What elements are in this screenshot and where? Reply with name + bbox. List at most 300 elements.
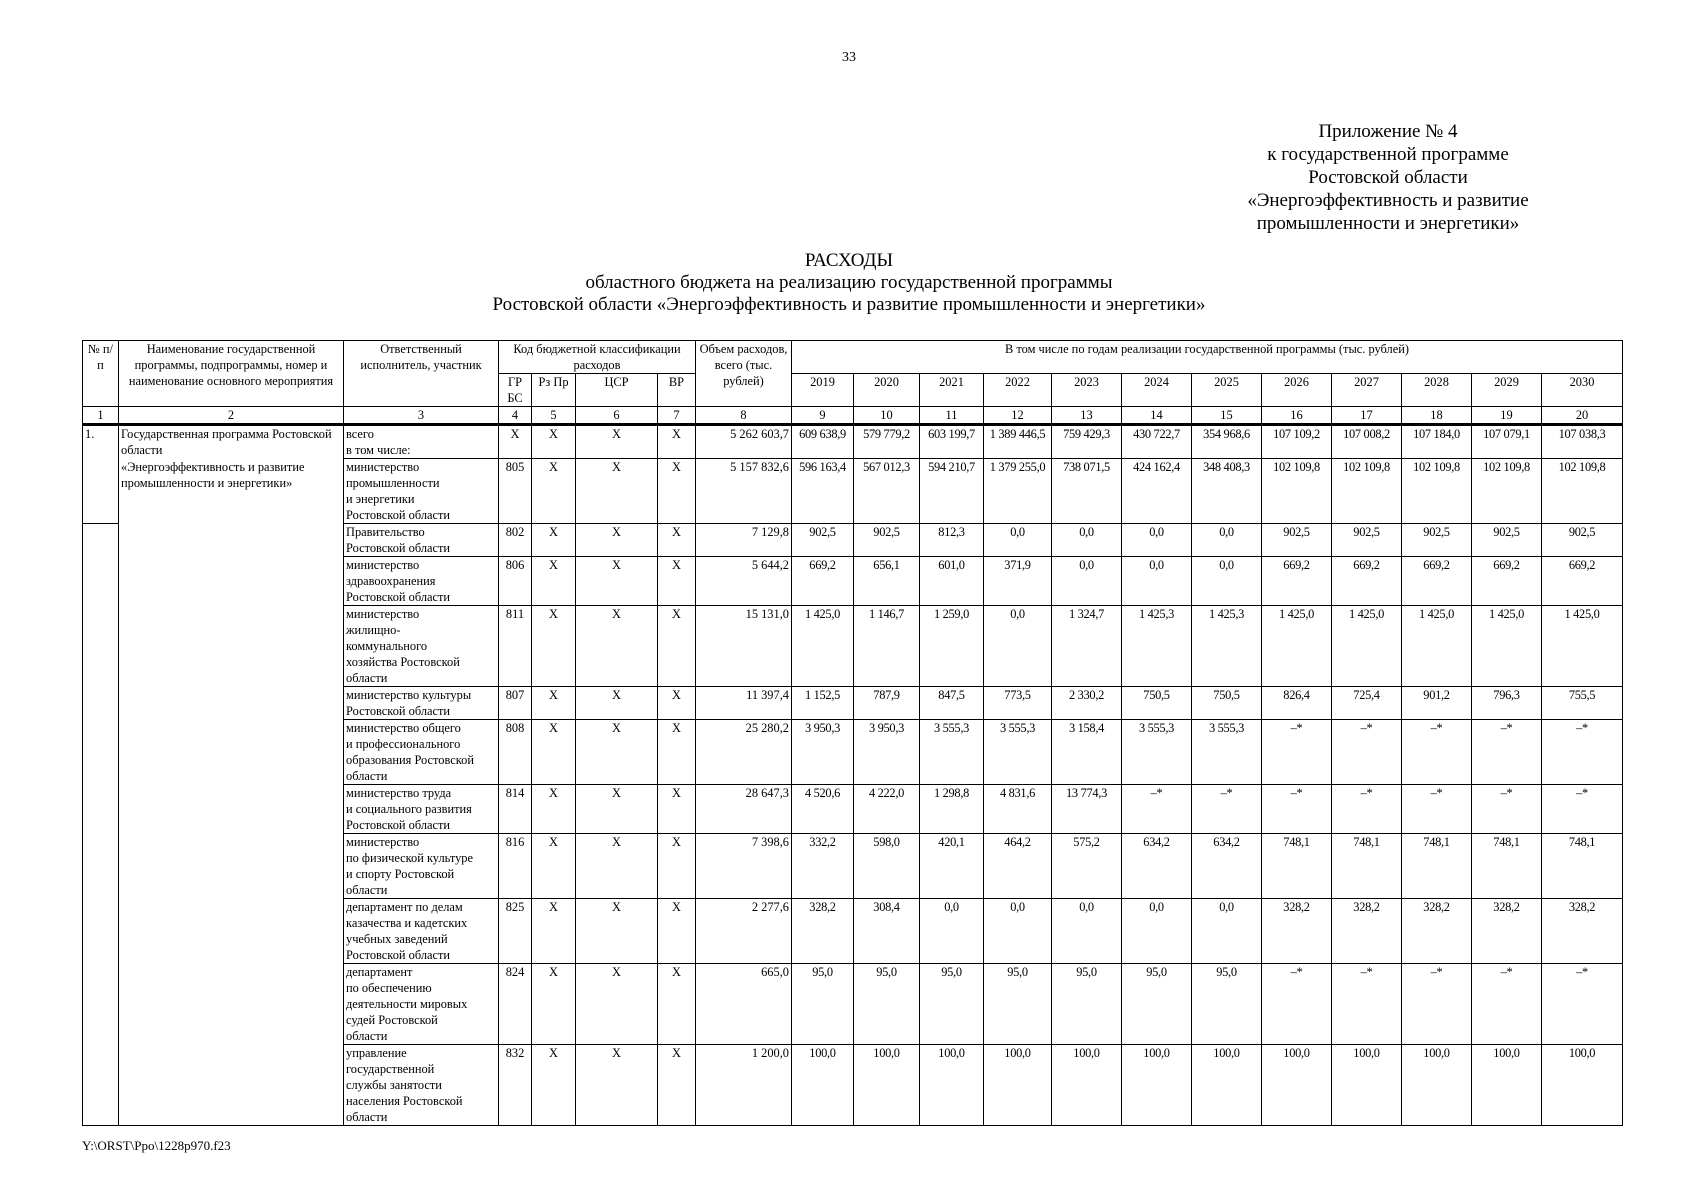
year-value-cell: 750,5 (1192, 687, 1262, 720)
year-value-cell: –* (1192, 785, 1262, 834)
table-row (83, 964, 1623, 1045)
csr-cell: X (576, 899, 658, 964)
year-value-cell: 796,3 (1472, 687, 1542, 720)
grbs-cell: 832 (499, 1045, 532, 1126)
appendix-line: к государственной программе (1267, 144, 1509, 165)
year-value-cell: 787,9 (854, 687, 920, 720)
vr-cell: X (658, 720, 696, 785)
year-value-cell: 759 429,3 (1052, 425, 1122, 459)
year-value-cell: 1 389 446,5 (984, 425, 1052, 459)
table-row (83, 899, 1623, 964)
executor-cell: Правительство Ростовской области (344, 524, 499, 557)
grbs-cell: 802 (499, 524, 532, 557)
header-rzpr: Рз Пр (532, 374, 576, 407)
header-year: 2023 (1052, 374, 1122, 407)
year-value-cell: 464,2 (984, 834, 1052, 899)
executor-cell: департамент по делам казачества и кадетских учебных заведений Ростовской области (344, 899, 499, 964)
year-value-cell: 354 968,6 (1192, 425, 1262, 459)
vr-cell: X (658, 964, 696, 1045)
column-number: 6 (576, 407, 658, 425)
column-number: 15 (1192, 407, 1262, 425)
year-value-cell: 738 071,5 (1052, 459, 1122, 524)
year-value-cell: 748,1 (1472, 834, 1542, 899)
year-value-cell: –* (1332, 964, 1402, 1045)
rzpr-cell: X (532, 1045, 576, 1126)
vr-cell: X (658, 524, 696, 557)
year-value-cell: –* (1472, 720, 1542, 785)
year-value-cell: 1 425,3 (1192, 606, 1262, 687)
year-value-cell: 328,2 (1402, 899, 1472, 964)
year-value-cell: 748,1 (1262, 834, 1332, 899)
grbs-cell: 806 (499, 557, 532, 606)
year-value-cell: 107 079,1 (1472, 425, 1542, 459)
grbs-cell: 816 (499, 834, 532, 899)
year-value-cell: 773,5 (984, 687, 1052, 720)
empty-cell (83, 785, 119, 834)
column-number: 18 (1402, 407, 1472, 425)
table-row (83, 687, 1623, 720)
year-value-cell: 603 199,7 (920, 425, 984, 459)
year-value-cell: 102 109,8 (1332, 459, 1402, 524)
year-value-cell: 0,0 (1192, 899, 1262, 964)
header-year: 2019 (792, 374, 854, 407)
executor-cell: управление государственной службы занятости населения Ростовской области (344, 1045, 499, 1126)
csr-cell: X (576, 459, 658, 524)
year-value-cell: 328,2 (792, 899, 854, 964)
column-number: 19 (1472, 407, 1542, 425)
year-value-cell: 107 038,3 (1542, 425, 1623, 459)
executor-cell: министерство общего и профессионального образования Ростовской области (344, 720, 499, 785)
year-value-cell: –* (1472, 964, 1542, 1045)
year-value-cell: 634,2 (1122, 834, 1192, 899)
year-value-cell: 609 638,9 (792, 425, 854, 459)
heading-subtitle: областного бюджета на реализацию государственной программы (585, 272, 1113, 293)
rzpr-cell: X (532, 834, 576, 899)
grbs-cell: 825 (499, 899, 532, 964)
year-value-cell: 0,0 (984, 899, 1052, 964)
empty-cell (119, 687, 344, 720)
header-grbs: ГР БС (499, 374, 532, 407)
year-value-cell: 0,0 (1052, 524, 1122, 557)
table-body (83, 425, 1623, 1126)
table-row (83, 720, 1623, 785)
header-year: 2030 (1542, 374, 1623, 407)
year-value-cell: 100,0 (1052, 1045, 1122, 1126)
year-value-cell: –* (1402, 964, 1472, 1045)
year-value-cell: 902,5 (1332, 524, 1402, 557)
year-value-cell: 4 222,0 (854, 785, 920, 834)
total-cell: 665,0 (696, 964, 792, 1045)
year-value-cell: 100,0 (1192, 1045, 1262, 1126)
header-year: 2028 (1402, 374, 1472, 407)
year-value-cell: 669,2 (792, 557, 854, 606)
total-cell: 1 200,0 (696, 1045, 792, 1126)
year-value-cell: 348 408,3 (1192, 459, 1262, 524)
year-value-cell: 669,2 (1542, 557, 1623, 606)
year-value-cell: 3 555,3 (920, 720, 984, 785)
year-value-cell: 0,0 (1052, 557, 1122, 606)
vr-cell: X (658, 459, 696, 524)
total-cell: 28 647,3 (696, 785, 792, 834)
program-name: Государственная программа Ростовской области (119, 425, 344, 459)
empty-cell (119, 964, 344, 1045)
year-value-cell: 669,2 (1332, 557, 1402, 606)
total-cell: 7 398,6 (696, 834, 792, 899)
year-value-cell: 596 163,4 (792, 459, 854, 524)
header-year: 2029 (1472, 374, 1542, 407)
year-value-cell: 102 109,8 (1542, 459, 1623, 524)
year-value-cell: –* (1402, 720, 1472, 785)
executor-cell: министерство здравоохранения Ростовской области (344, 557, 499, 606)
year-value-cell: 748,1 (1542, 834, 1623, 899)
appendix-line: Приложение № 4 (1318, 121, 1458, 142)
executor-cell: министерство культуры Ростовской области (344, 687, 499, 720)
year-value-cell: 328,2 (1542, 899, 1623, 964)
rzpr-cell: X (532, 899, 576, 964)
file-path-footer: Y:\ORST\Ppo\1228p970.f23 (82, 1138, 231, 1153)
year-value-cell: 3 158,4 (1052, 720, 1122, 785)
header-year: 2024 (1122, 374, 1192, 407)
executor-cell: министерство промышленности и энергетики Ростовской области (344, 459, 499, 524)
year-value-cell: 1 146,7 (854, 606, 920, 687)
grbs-cell: 805 (499, 459, 532, 524)
year-value-cell: 430 722,7 (1122, 425, 1192, 459)
year-value-cell: 1 425,3 (1122, 606, 1192, 687)
year-value-cell: –* (1262, 964, 1332, 1045)
header-vr: ВР (658, 374, 696, 407)
year-value-cell: 1 152,5 (792, 687, 854, 720)
vr-cell: X (658, 557, 696, 606)
year-value-cell: –* (1332, 720, 1402, 785)
year-value-cell: 669,2 (1402, 557, 1472, 606)
year-value-cell: 107 008,2 (1332, 425, 1402, 459)
year-value-cell: 1 324,7 (1052, 606, 1122, 687)
table-row (83, 606, 1623, 687)
column-number: 3 (344, 407, 499, 425)
header-name: Наименование государственной программы, подпрограммы, номер и наименование основного мероприятия (119, 341, 344, 407)
year-value-cell: 0,0 (1122, 524, 1192, 557)
year-value-cell: 4 831,6 (984, 785, 1052, 834)
year-value-cell: –* (1472, 785, 1542, 834)
year-value-cell: 669,2 (1472, 557, 1542, 606)
rzpr-cell: X (532, 720, 576, 785)
year-value-cell: –* (1262, 720, 1332, 785)
csr-cell: X (576, 720, 658, 785)
empty-cell (119, 899, 344, 964)
header-year: 2020 (854, 374, 920, 407)
empty-cell (119, 834, 344, 899)
table-row (83, 459, 1623, 524)
vr-cell: X (658, 834, 696, 899)
year-value-cell: 3 555,3 (1122, 720, 1192, 785)
column-number: 4 (499, 407, 532, 425)
table-row (83, 557, 1623, 606)
year-value-cell: 424 162,4 (1122, 459, 1192, 524)
year-value-cell: 100,0 (1542, 1045, 1623, 1126)
year-value-cell: 95,0 (1052, 964, 1122, 1045)
year-value-cell: 4 520,6 (792, 785, 854, 834)
year-value-cell: –* (1402, 785, 1472, 834)
table-row (83, 524, 1623, 557)
year-value-cell: 0,0 (1192, 524, 1262, 557)
year-value-cell: 1 425,0 (1472, 606, 1542, 687)
column-number: 17 (1332, 407, 1402, 425)
year-value-cell: 847,5 (920, 687, 984, 720)
year-value-cell: 102 109,8 (1472, 459, 1542, 524)
year-value-cell: 100,0 (792, 1045, 854, 1126)
header-executor: Ответственный исполнитель, участник (344, 341, 499, 407)
vr-cell: X (658, 687, 696, 720)
csr-cell: X (576, 964, 658, 1045)
grbs-cell: 824 (499, 964, 532, 1045)
table-row (83, 834, 1623, 899)
year-value-cell: 1 379 255,0 (984, 459, 1052, 524)
year-value-cell: 95,0 (792, 964, 854, 1045)
year-value-cell: 575,2 (1052, 834, 1122, 899)
grbs-cell: 808 (499, 720, 532, 785)
vr-cell: X (658, 785, 696, 834)
year-value-cell: 902,5 (1262, 524, 1332, 557)
empty-cell (83, 834, 119, 899)
year-value-cell: 95,0 (984, 964, 1052, 1045)
year-value-cell: 601,0 (920, 557, 984, 606)
year-value-cell: 902,5 (1542, 524, 1623, 557)
column-number: 5 (532, 407, 576, 425)
vr-cell: X (658, 606, 696, 687)
column-number: 10 (854, 407, 920, 425)
year-value-cell: 420,1 (920, 834, 984, 899)
empty-cell (119, 785, 344, 834)
csr-cell: X (576, 557, 658, 606)
total-cell: 11 397,4 (696, 687, 792, 720)
header-years-group: В том числе по годам реализации государственной программы (тыс. рублей) (792, 341, 1623, 374)
executor-cell: министерство труда и социального развития Ростовской области (344, 785, 499, 834)
year-value-cell: 755,5 (1542, 687, 1623, 720)
header-total: Объем расходов, всего (тыс. рублей) (696, 341, 792, 407)
header-number: № п/п (83, 341, 119, 407)
year-value-cell: 3 950,3 (792, 720, 854, 785)
column-number-row (83, 407, 1623, 425)
year-value-cell: 95,0 (1122, 964, 1192, 1045)
year-value-cell: 902,5 (792, 524, 854, 557)
empty-cell (83, 687, 119, 720)
grbs-cell: X (499, 425, 532, 459)
year-value-cell: 328,2 (1332, 899, 1402, 964)
table-row (83, 425, 1623, 459)
header-budget-code: Код бюджетной классификации расходов (499, 341, 696, 374)
year-value-cell: 13 774,3 (1052, 785, 1122, 834)
year-value-cell: 902,5 (854, 524, 920, 557)
csr-cell: X (576, 606, 658, 687)
year-value-cell: 100,0 (1262, 1045, 1332, 1126)
header-year: 2027 (1332, 374, 1402, 407)
document-heading (0, 250, 1698, 316)
year-value-cell: 725,4 (1332, 687, 1402, 720)
rzpr-cell: X (532, 557, 576, 606)
year-value-cell: –* (1332, 785, 1402, 834)
year-value-cell: 902,5 (1472, 524, 1542, 557)
empty-cell (119, 1045, 344, 1126)
grbs-cell: 811 (499, 606, 532, 687)
header-year: 2021 (920, 374, 984, 407)
year-value-cell: 0,0 (1122, 899, 1192, 964)
empty-cell (83, 720, 119, 785)
year-value-cell: 100,0 (1332, 1045, 1402, 1126)
year-value-cell: 594 210,7 (920, 459, 984, 524)
vr-cell: X (658, 1045, 696, 1126)
year-value-cell: 107 184,0 (1402, 425, 1472, 459)
year-value-cell: 598,0 (854, 834, 920, 899)
year-value-cell: 826,4 (1262, 687, 1332, 720)
year-value-cell: 0,0 (1122, 557, 1192, 606)
total-cell: 2 277,6 (696, 899, 792, 964)
row-number: 1. (83, 425, 119, 524)
csr-cell: X (576, 687, 658, 720)
column-number: 12 (984, 407, 1052, 425)
year-value-cell: –* (1542, 964, 1623, 1045)
appendix-line: «Энергоэффективность и развитие (1247, 190, 1529, 211)
csr-cell: X (576, 785, 658, 834)
program-name-continued: «Энергоэффективность и развитие промышленности и энергетики» (119, 459, 344, 524)
csr-cell: X (576, 834, 658, 899)
year-value-cell: 901,2 (1402, 687, 1472, 720)
empty-cell (83, 524, 119, 557)
grbs-cell: 807 (499, 687, 532, 720)
year-value-cell: 102 109,8 (1402, 459, 1472, 524)
expenses-table (82, 340, 1623, 1126)
empty-cell (83, 557, 119, 606)
column-number: 8 (696, 407, 792, 425)
csr-cell: X (576, 1045, 658, 1126)
year-value-cell: 567 012,3 (854, 459, 920, 524)
rzpr-cell: X (532, 425, 576, 459)
csr-cell: X (576, 425, 658, 459)
total-cell: 25 280,2 (696, 720, 792, 785)
total-cell: 15 131,0 (696, 606, 792, 687)
empty-cell (119, 557, 344, 606)
year-value-cell: 579 779,2 (854, 425, 920, 459)
appendix-line: Ростовской области (1308, 167, 1468, 188)
year-value-cell: –* (1542, 785, 1623, 834)
empty-cell (119, 720, 344, 785)
year-value-cell: –* (1542, 720, 1623, 785)
rzpr-cell: X (532, 459, 576, 524)
year-value-cell: 332,2 (792, 834, 854, 899)
year-value-cell: 102 109,8 (1262, 459, 1332, 524)
year-value-cell: –* (1262, 785, 1332, 834)
header-year: 2026 (1262, 374, 1332, 407)
empty-cell (119, 606, 344, 687)
year-value-cell: 3 950,3 (854, 720, 920, 785)
year-value-cell: 1 425,0 (1262, 606, 1332, 687)
year-value-cell: 656,1 (854, 557, 920, 606)
rzpr-cell: X (532, 524, 576, 557)
year-value-cell: 2 330,2 (1052, 687, 1122, 720)
grbs-cell: 814 (499, 785, 532, 834)
year-value-cell: 1 298,8 (920, 785, 984, 834)
column-number: 1 (83, 407, 119, 425)
year-value-cell: 100,0 (1402, 1045, 1472, 1126)
vr-cell: X (658, 899, 696, 964)
page-number: 33 (842, 50, 856, 65)
year-value-cell: 0,0 (984, 524, 1052, 557)
heading-subtitle: Ростовской области «Энергоэффективность и развитие промышленности и энергетики» (492, 294, 1206, 315)
total-cell: 5 157 832,6 (696, 459, 792, 524)
executor-cell: министерство жилищно- коммунального хозяйства Ростовской области (344, 606, 499, 687)
rzpr-cell: X (532, 687, 576, 720)
year-value-cell: 100,0 (1122, 1045, 1192, 1126)
empty-cell (119, 524, 344, 557)
total-cell: 5 644,2 (696, 557, 792, 606)
header-csr: ЦСР (576, 374, 658, 407)
year-value-cell: 107 109,2 (1262, 425, 1332, 459)
year-value-cell: 95,0 (854, 964, 920, 1045)
year-value-cell: 100,0 (984, 1045, 1052, 1126)
vr-cell: X (658, 425, 696, 459)
rzpr-cell: X (532, 964, 576, 1045)
year-value-cell: 812,3 (920, 524, 984, 557)
year-value-cell: 748,1 (1332, 834, 1402, 899)
year-value-cell: 0,0 (984, 606, 1052, 687)
year-value-cell: 1 425,0 (1542, 606, 1623, 687)
empty-cell (83, 606, 119, 687)
year-value-cell: 1 425,0 (1402, 606, 1472, 687)
year-value-cell: 100,0 (1472, 1045, 1542, 1126)
year-value-cell: 371,9 (984, 557, 1052, 606)
year-value-cell: 3 555,3 (1192, 720, 1262, 785)
table-row (83, 1045, 1623, 1126)
year-value-cell: 95,0 (1192, 964, 1262, 1045)
year-value-cell: 1 259,0 (920, 606, 984, 687)
total-cell: 7 129,8 (696, 524, 792, 557)
column-number: 9 (792, 407, 854, 425)
appendix-note (1178, 120, 1598, 235)
appendix-line: промышленности и энергетики» (1256, 213, 1520, 234)
table-row (83, 785, 1623, 834)
empty-cell (83, 964, 119, 1045)
column-number: 7 (658, 407, 696, 425)
year-value-cell: 0,0 (1192, 557, 1262, 606)
column-number: 11 (920, 407, 984, 425)
executor-cell: министерство по физической культуре и спорту Ростовской области (344, 834, 499, 899)
year-value-cell: 308,4 (854, 899, 920, 964)
year-value-cell: 0,0 (920, 899, 984, 964)
year-value-cell: 328,2 (1472, 899, 1542, 964)
column-number: 16 (1262, 407, 1332, 425)
empty-cell (83, 899, 119, 964)
year-value-cell: 0,0 (1052, 899, 1122, 964)
empty-cell (83, 1045, 119, 1126)
csr-cell: X (576, 524, 658, 557)
rzpr-cell: X (532, 785, 576, 834)
executor-cell: всего в том числе: (344, 425, 499, 459)
header-year: 2022 (984, 374, 1052, 407)
year-value-cell: 328,2 (1262, 899, 1332, 964)
column-number: 20 (1542, 407, 1623, 425)
heading-title: РАСХОДЫ (804, 250, 894, 271)
total-cell: 5 262 603,7 (696, 425, 792, 459)
executor-cell: департамент по обеспечению деятельности мировых судей Ростовской области (344, 964, 499, 1045)
column-number: 14 (1122, 407, 1192, 425)
column-number: 2 (119, 407, 344, 425)
year-value-cell: 3 555,3 (984, 720, 1052, 785)
year-value-cell: 669,2 (1262, 557, 1332, 606)
column-number: 13 (1052, 407, 1122, 425)
year-value-cell: 748,1 (1402, 834, 1472, 899)
year-value-cell: 1 425,0 (792, 606, 854, 687)
rzpr-cell: X (532, 606, 576, 687)
year-value-cell: 750,5 (1122, 687, 1192, 720)
